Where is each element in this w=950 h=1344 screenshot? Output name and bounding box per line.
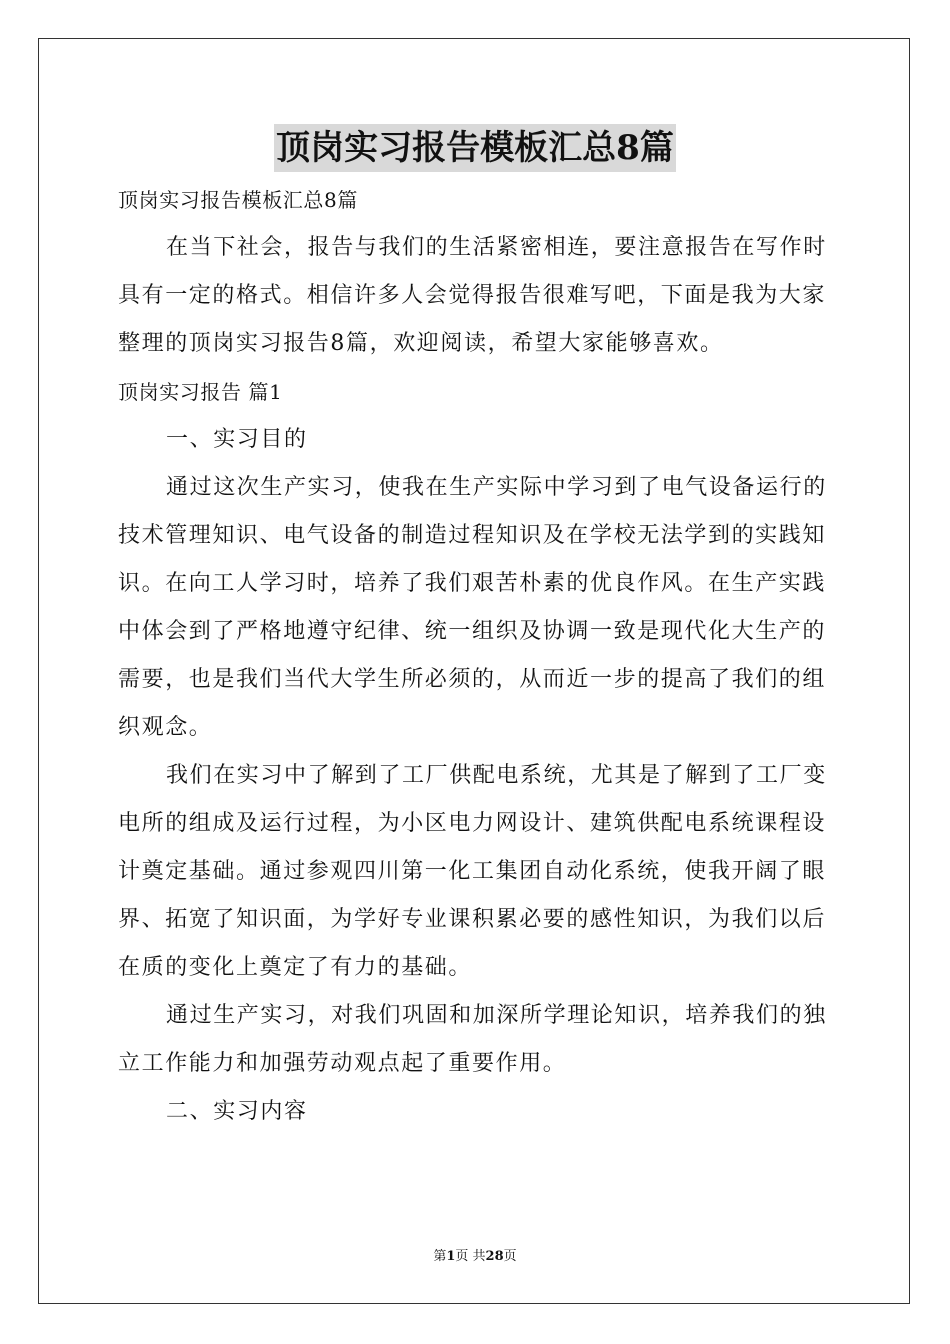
text-line: 中体会到了严格地遵守纪律、统一组织及协调一致是现代化大生产的 bbox=[118, 619, 827, 644]
footer-page-suffix: 页 bbox=[503, 1249, 517, 1264]
footer-page-prefix: 第 bbox=[433, 1249, 447, 1264]
footer-total-pages: 28 bbox=[485, 1249, 504, 1264]
page-footer bbox=[0, 1248, 950, 1266]
title-wrapper bbox=[0, 124, 950, 172]
footer-page-mid: 页 共 bbox=[455, 1249, 486, 1264]
text-line: 在质的变化上奠定了有力的基础。 bbox=[118, 955, 473, 980]
text-line: 顶岗实习报告模板汇总8篇 bbox=[118, 188, 358, 212]
text-line: 识。在向工人学习时，培养了我们艰苦朴素的优良作风。在生产实践 bbox=[118, 571, 827, 596]
text-line: 二、实习内容 bbox=[166, 1099, 308, 1124]
text-line: 我们在实习中了解到了工厂供配电系统，尤其是了解到了工厂变 bbox=[166, 763, 827, 788]
text-line: 顶岗实习报告 篇1 bbox=[118, 380, 283, 404]
text-line: 通过生产实习，对我们巩固和加深所学理论知识，培养我们的独 bbox=[166, 1003, 827, 1028]
document-body bbox=[118, 176, 834, 1136]
text-line: 整理的顶岗实习报告8篇，欢迎阅读，希望大家能够喜欢。 bbox=[118, 331, 724, 356]
text-line: 一、实习目的 bbox=[166, 427, 308, 452]
text-line: 需要，也是我们当代大学生所必须的，从而近一步的提高了我们的组 bbox=[118, 667, 827, 692]
text-line: 界、拓宽了知识面，为学好专业课积累必要的感性知识，为我们以后 bbox=[118, 907, 827, 932]
text-line: 织观念。 bbox=[118, 715, 213, 740]
text-line: 计奠定基础。通过参观四川第一化工集团自动化系统，使我开阔了眼 bbox=[118, 859, 827, 884]
text-line: 具有一定的格式。相信许多人会觉得报告很难写吧，下面是我为大家 bbox=[118, 283, 827, 308]
text-line: 在当下社会，报告与我们的生活紧密相连，要注意报告在写作时 bbox=[166, 235, 827, 260]
text-line: 技术管理知识、电气设备的制造过程知识及在学校无法学到的实践知 bbox=[118, 523, 827, 548]
text-line: 立工作能力和加强劳动观点起了重要作用。 bbox=[118, 1051, 567, 1076]
text-line: 电所的组成及运行过程，为小区电力网设计、建筑供配电系统课程设 bbox=[118, 811, 827, 836]
document-title: 顶岗实习报告模板汇总8篇 bbox=[274, 124, 676, 172]
text-line: 通过这次生产实习，使我在生产实际中学习到了电气设备运行的 bbox=[166, 475, 827, 500]
footer-current-page: 1 bbox=[446, 1249, 456, 1264]
